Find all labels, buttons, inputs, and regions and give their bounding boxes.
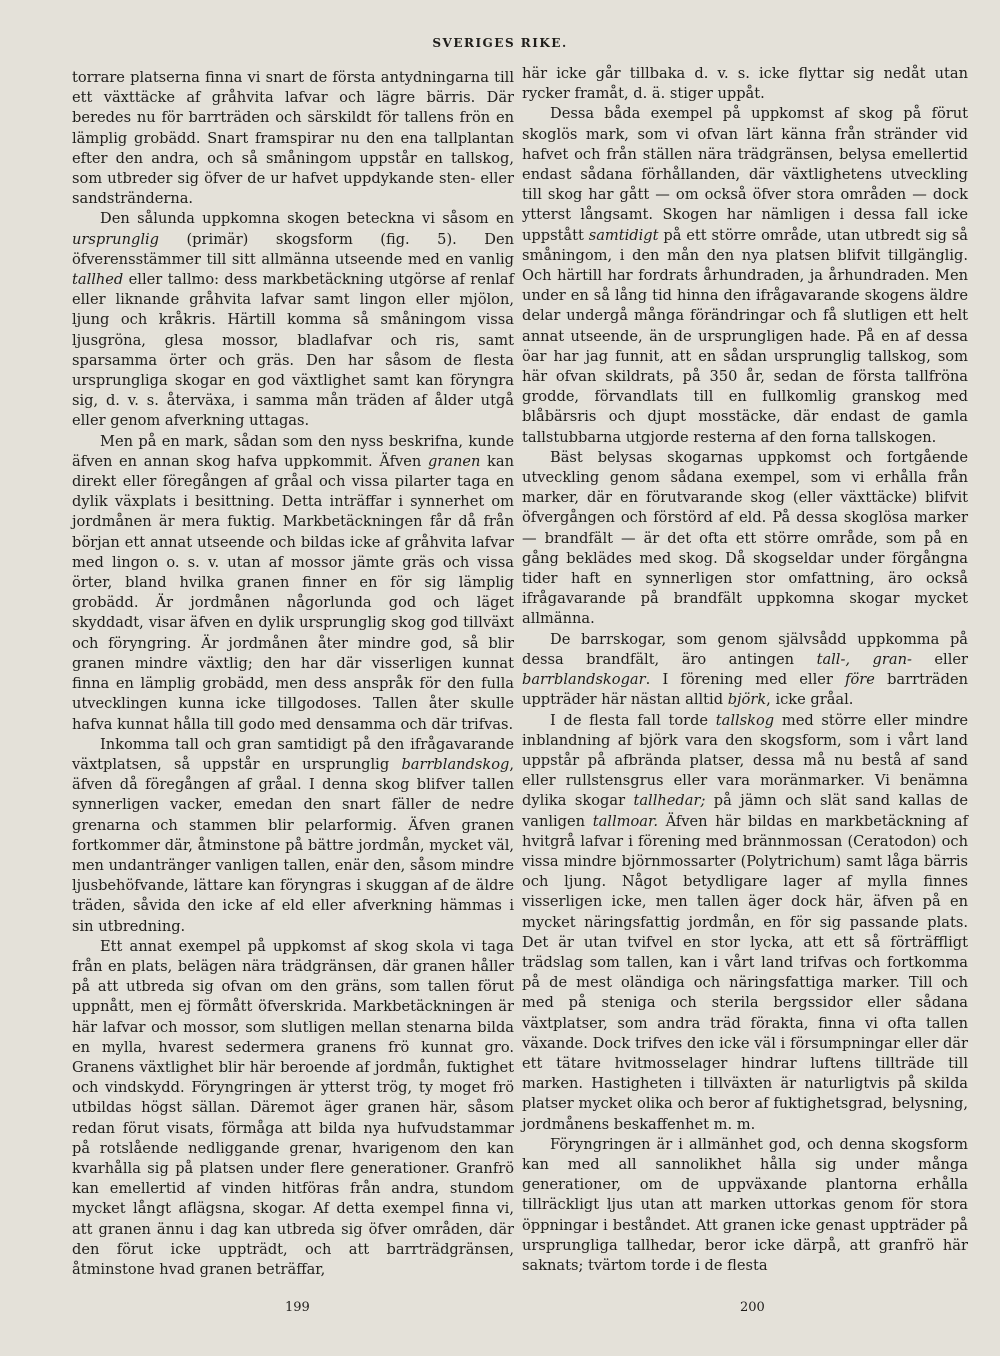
paragraph: Dessa båda exempel på uppkomst af skog på förut skoglös mark, som vi ofvan lärt känna från stränder vid hafvet och från ställen nära trädgränsen, belysa emellertid endast sådana förhållanden, där växtlighetens utveckling till skog har gått — om också öfver stora områden — dock ytterst långsamt. Skogen har nämligen i dessa fall icke uppstått samtidigt på ett större område, utan utbredt sig så småningom, i den mån den nya platsen blifvit tillgänglig. Och härtill har fordrats århundraden, ja århundraden. Men under en så lång tid hinna den ifrågavarande skogens äldre delar undergå många förändringar och få slutligen ett helt annat utseende, än de ursprungligen hade. På en af dessa öar har jag funnit, att en sådan ursprunglig tallskog, som här ofvan skildrats, på 350 år, sedan de första tallfröna grodde, förvandlats till en fullkomlig granskog med blåbärsris och djupt mosstäcke, där endast de gamla tallstubbarna utgjorde resterna af den forna tallskogen.	[522, 105, 968, 446]
paragraph: Föryngringen är i allmänhet god, och denna skogsform kan med all sannolikhet hålla sig under många generationer, om de uppväxande plantorna erhålla tillräckligt ljus utan att marken uttorkas genom för stora öppningar i beståndet. Att granen icke genast uppträder på ursprungliga tallhedar, beror icke därpå, att granfrö här saknats; tvärtom torde i de flesta	[522, 1135, 968, 1274]
paragraph: Den sålunda uppkomna skogen beteckna vi såsom en ursprunglig (primär) skogsform (fig. 5). Den öfverensstämmer till sitt allmänna utseende med en vanlig tallhed eller tallmo: dess markbetäckning utgörse af renlaf eller liknande gråhvita lafvar samt lingon eller mjölon, ljung och kråkris. Härtill komma så småningom vissa ljusgröna, glesa mossor, bladlafvar och ris, samt sparsamma örter och gräs. Den har såsom de flesta ursprungliga skogar en god växtlighet samt kan föryngra sig, d. v. s. återväxa, i samma mån träden af ålder utgå eller genom afverkning uttagas.	[72, 210, 514, 430]
paragraph: torrare platserna finna vi snart de första antydningarna till ett växttäcke af gråhvita lafvar och lägre bärris. Där beredes nu för barrträden och särskildt för tallens frön en lämplig grobädd. Snart framspirar nu den ena tallplantan efter den andra, och så småningom uppstår en tallskog, som utbreder sig öfver de ur hafvet uppdykande sten- eller sandstränderna.	[72, 69, 514, 208]
paragraph: Men på en mark, sådan som den nyss beskrifna, kunde äfven en annan skog hafva uppkommit. Äfven granen kan direkt eller föregången af gråal och vissa pilarter taga en dylik växplats i besittning. Detta inträffar i synnerhet om jordmånen är mera fuktig. Markbetäckningen får då från början ett annat utseende och bildas icke af gråhvita lafvar med lingon o. s. v. utan af mossor jämte gräs och vissa örter, bland hvilka granen finner en för sig lämplig grobädd. Är jordmånen någorlunda god och läget skyddadt, visar äfven en dylik ursprunglig skog god tillväxt och föryngring. Är jordmånen åter mindre god, så blir granen mindre växtlig; den har där visserligen kunnat finna en lämplig grobädd, men dess anspråk för den fulla utvecklingen kunna icke tillgodoses. Tallen åter skulle hafva kunnat hålla till godo med densamma och där trifvas.	[72, 432, 514, 733]
page-number-left: 199	[285, 1300, 310, 1315]
left-column	[72, 68, 514, 1280]
running-header: SVERIGES RIKE.	[432, 36, 568, 50]
paragraph: Ett annat exempel på uppkomst af skog skola vi taga från en plats, belägen nära trädgränsen, där granen håller på att utbreda sig ofvan om den gräns, som tallen förut uppnått, men ej förmått öfverskrida. Markbetäckningen är här lafvar och mossor, som slutligen mellan stenarna bilda en mylla, hvarest sedermera granens frö kunnat gro. Granens växtlighet blir här beroende af jordmån, fuktighet och vindskydd. Föryngringen är ytterst trög, ty moget frö utbildas högst sällan. Däremot äger granen här, såsom redan förut visats, förmåga att bilda nya hufvudstammar på rotslående nedliggande grenar, hvarigenom den kan kvarhålla sig på platsen under flere generationer. Granfrö kan emellertid af vinden hitföras från andra, stundom mycket långt aflägsna, skogar. Af detta exempel finna vi, att granen ännu i dag kan utbreda sig öfver områden, där den förut icke uppträdt, och att barrträdgränsen, åtminstone hvad granen beträffar,	[72, 937, 514, 1278]
right-column	[522, 64, 968, 1276]
paragraph: Inkomma tall och gran samtidigt på den ifrågavarande växtplatsen, så uppstår en ursprunglig barrblandskog, äfven då föregången af gråal. I denna skog blifver tallen synnerligen vacker, emedan den snart fäller de nedre grenarna och stammen blir pelarformig. Äfven granen fortkommer där, åtminstone på bättre jordmån, mycket väl, men undantränger vanligen tallen, enär den, såsom mindre ljusbehöfvande, lättare kan föryngras i skuggan af de äldre träden, såvida den icke af eld eller afverkning hämmas i sin utbredning.	[72, 735, 514, 935]
page-number-right: 200	[740, 1300, 765, 1315]
paragraph: De barrskogar, som genom självsådd uppkomma på dessa brandfält, äro antingen tall-, gran- eller barrblandskogar. I förening med eller före barrträden uppträder här nästan alltid björk, icke gråal.	[522, 630, 968, 709]
paragraph: I de flesta fall torde tallskog med större eller mindre inblandning af björk vara den skogsform, som i vårt land uppstår på afbrända platser, dessa må nu bestå af sand eller rullstensgrus eller vara moränmarker. Vi benämna dylika skogar tallhedar; på jämn och slät sand kallas de vanligen tallmoar. Äfven här bildas en markbetäckning af hvitgrå lafvar i förening med brännmossan (Ceratodon) och vissa mindre björnmossarter (Polytrichum) samt låga bärris och ljung. Något betydligare lager af mylla finnes visserligen icke, men tallen äger dock här, äfven på en mycket näringsfattig jordmån, en för sig passande plats. Det är utan tvifvel en stor lycka, att ett så förträffligt trädslag som tallen, kan i vårt land trifvas och fortkomma på de mest oländiga och näringsfattiga marker. Till och med på steniga och sterila bergssidor eller sådana växtplatser, som andra träd förakta, finna vi ofta tallen växande. Dock trifves den icke väl i försumpningar eller där ett tätare hvitmosselager hindrar luftens tillträde till marken. Hastigheten i tillväxten är naturligtvis på skilda platser mycket olika och beror af fuktighetsgrad, belysning, jordmånens beskaffenhet m. m.	[522, 711, 969, 1133]
paragraph: här icke går tillbaka d. v. s. icke flyttar sig nedåt utan rycker framåt, d. ä. stiger uppåt.	[522, 65, 968, 103]
paragraph: Bäst belysas skogarnas uppkomst och fortgående utveckling genom sådana exempel, som vi erhålla från marker, där en förutvarande skog (eller växttäcke) blifvit öfvergången och förstörd af eld. På dessa skoglösa marker — brandfält — är det ofta ett större område, som på en gång beklädes med skog. Då skogseldar under förgångna tider haft en synnerligen stor omfattning, äro också ifrågavarande på brandfält uppkomna skogar mycket allmänna.	[522, 448, 968, 628]
